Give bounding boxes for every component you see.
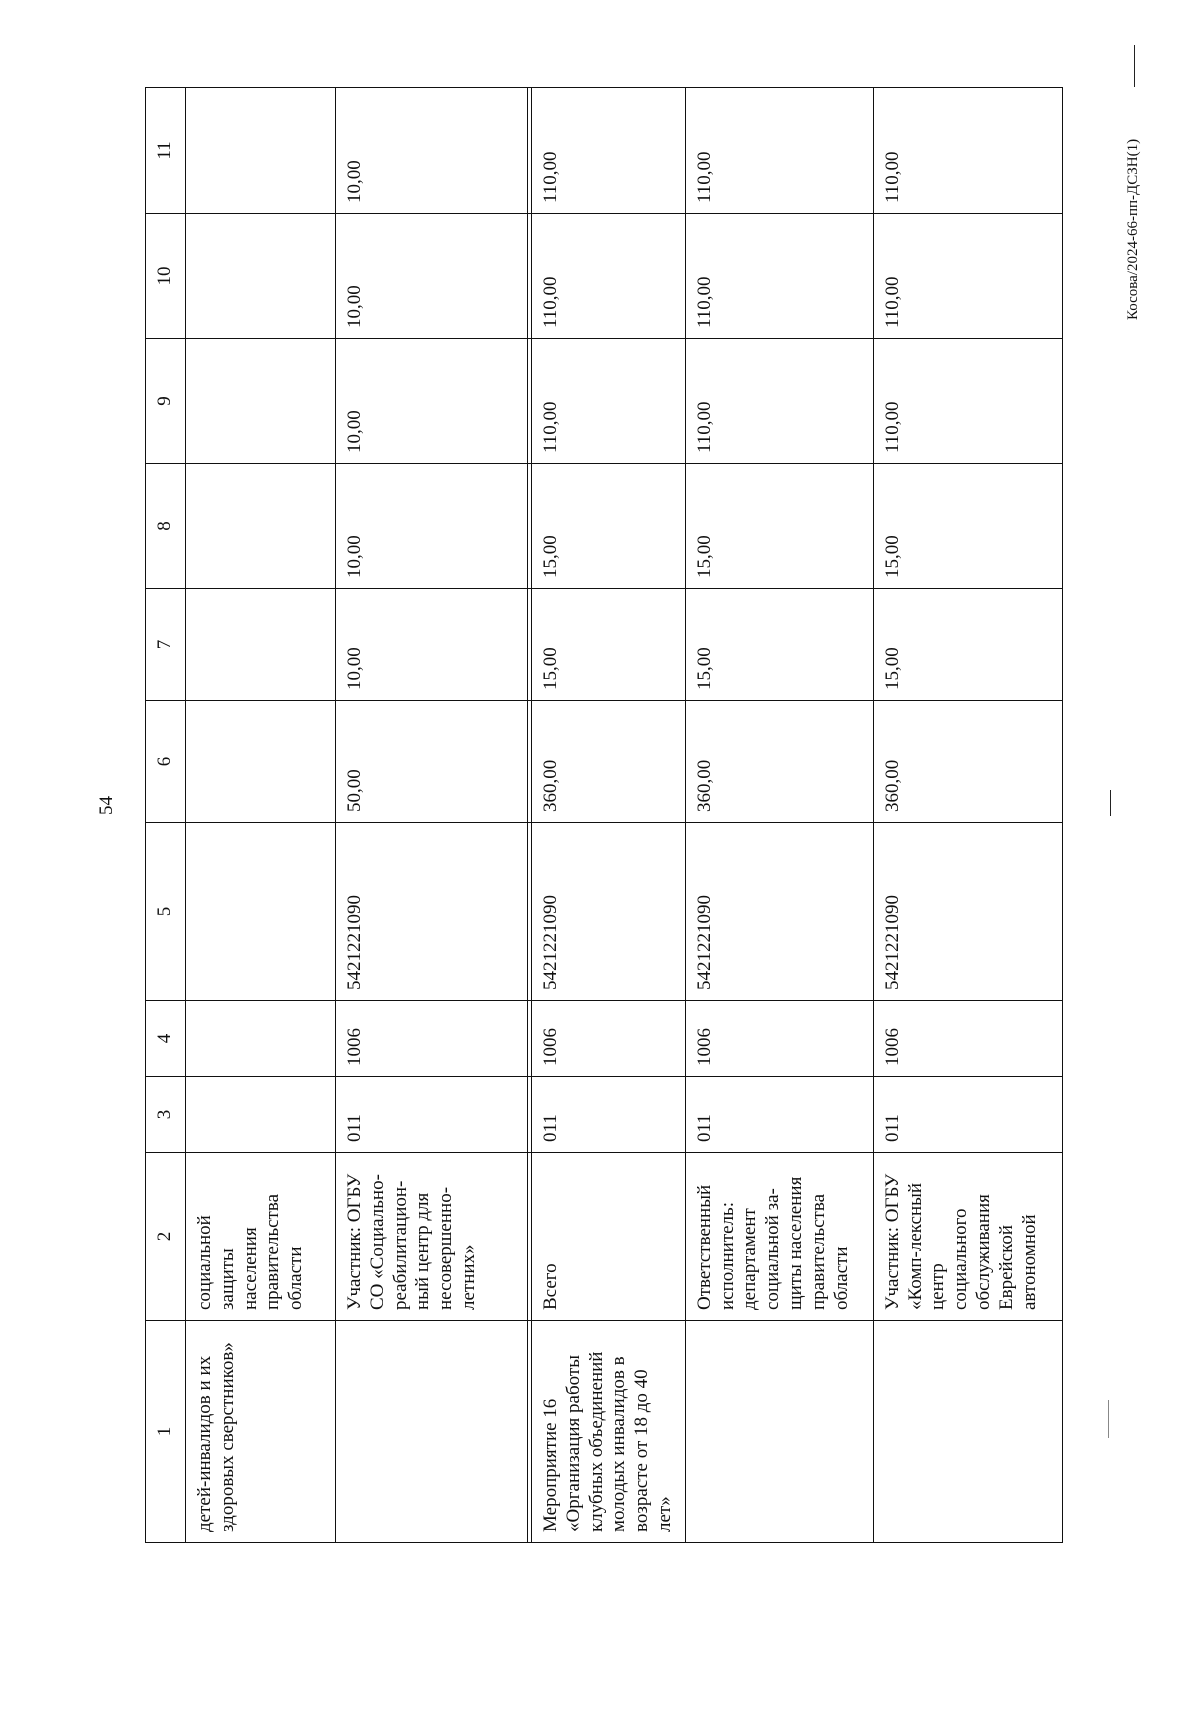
table-cell: 1006: [685, 1001, 873, 1077]
budget-table-wrapper: [145, 88, 1060, 1543]
table-cell: 110,00: [873, 214, 1062, 339]
header-cell: 1: [146, 1321, 186, 1543]
table-cell: 110,00: [532, 88, 686, 214]
table-cell: 15,00: [873, 464, 1062, 589]
header-cell: 2: [146, 1153, 186, 1321]
document-code: Косова/2024-66-пп-ДСЗН(1): [1125, 138, 1141, 320]
table-cell: 5421221090: [685, 823, 873, 1001]
table-cell: [186, 464, 336, 589]
table-cell: 10,00: [336, 214, 528, 339]
table-cell: детей-инвалидов и их здоровых сверстников»: [186, 1321, 336, 1543]
table-cell: [873, 1321, 1062, 1543]
header-cell: 6: [146, 701, 186, 823]
table-cell: [186, 823, 336, 1001]
table-cell: 1006: [532, 1001, 686, 1077]
table-row: [186, 88, 336, 1543]
table-cell: 10,00: [336, 88, 528, 214]
table-cell: [186, 1001, 336, 1077]
table-cell: Мероприятие 16 «Организация работы клубных объединений молодых инвалидов в возрасте от 18 до 40 лет»: [532, 1321, 686, 1543]
table-cell: 110,00: [685, 88, 873, 214]
budget-table: [145, 87, 1063, 1543]
header-cell: 3: [146, 1077, 186, 1153]
table-cell: 360,00: [532, 701, 686, 823]
header-cell: 10: [146, 214, 186, 339]
table-cell: 15,00: [532, 589, 686, 701]
header-cell: 11: [146, 88, 186, 214]
table-cell: 15,00: [685, 464, 873, 589]
header-cell: 4: [146, 1001, 186, 1077]
table-cell: [186, 214, 336, 339]
table-row: [873, 88, 1062, 1543]
table-cell: 011: [336, 1077, 528, 1153]
table-row: [336, 88, 528, 1543]
table-cell: 011: [873, 1077, 1062, 1153]
table-cell: Ответственный исполнитель: департамент социальной за-щиты населения правительства области: [685, 1153, 873, 1321]
table-cell: 10,00: [336, 589, 528, 701]
table-cell: 5421221090: [336, 823, 528, 1001]
table-cell: Всего: [532, 1153, 686, 1321]
header-cell: 8: [146, 464, 186, 589]
table-cell: [186, 1077, 336, 1153]
table-cell: 110,00: [532, 339, 686, 464]
table-cell: 15,00: [873, 589, 1062, 701]
header-row: [146, 88, 186, 1543]
table-cell: Участник: ОГБУ СО «Социально-реабилитацион-ный центр для несовершенно-летних»: [336, 1153, 528, 1321]
table-row: [685, 88, 873, 1543]
table-cell: 011: [685, 1077, 873, 1153]
scan-mark: [1108, 1400, 1109, 1438]
table-cell: 10,00: [336, 339, 528, 464]
header-cell: 7: [146, 589, 186, 701]
table-cell: 10,00: [336, 464, 528, 589]
table-cell: [186, 339, 336, 464]
table-cell: [186, 589, 336, 701]
table-cell: 5421221090: [532, 823, 686, 1001]
table-cell: 110,00: [873, 339, 1062, 464]
table-cell: Участник: ОГБУ «Комп-лексный центр социального обслуживания Еврейской автономной: [873, 1153, 1062, 1321]
table-cell: 360,00: [873, 701, 1062, 823]
table-cell: [685, 1321, 873, 1543]
table-cell: 15,00: [532, 464, 686, 589]
table-cell: [186, 701, 336, 823]
table-cell: [336, 1321, 528, 1543]
table-cell: 110,00: [685, 339, 873, 464]
page-number: 54: [96, 796, 117, 815]
table-cell: 50,00: [336, 701, 528, 823]
scan-mark: [1110, 790, 1111, 816]
table-cell: 15,00: [685, 589, 873, 701]
table-cell: 110,00: [532, 214, 686, 339]
scan-mark: [1134, 45, 1135, 87]
table-cell: 1006: [336, 1001, 528, 1077]
table-cell: 360,00: [685, 701, 873, 823]
table-cell: 110,00: [685, 214, 873, 339]
header-cell: 5: [146, 823, 186, 1001]
table-row: [532, 88, 686, 1543]
table-cell: 110,00: [873, 88, 1062, 214]
table-cell: 011: [532, 1077, 686, 1153]
table-cell: социальной защиты населения правительства области: [186, 1153, 336, 1321]
table-cell: 5421221090: [873, 823, 1062, 1001]
header-cell: 9: [146, 339, 186, 464]
table-cell: [186, 88, 336, 214]
table-cell: 1006: [873, 1001, 1062, 1077]
